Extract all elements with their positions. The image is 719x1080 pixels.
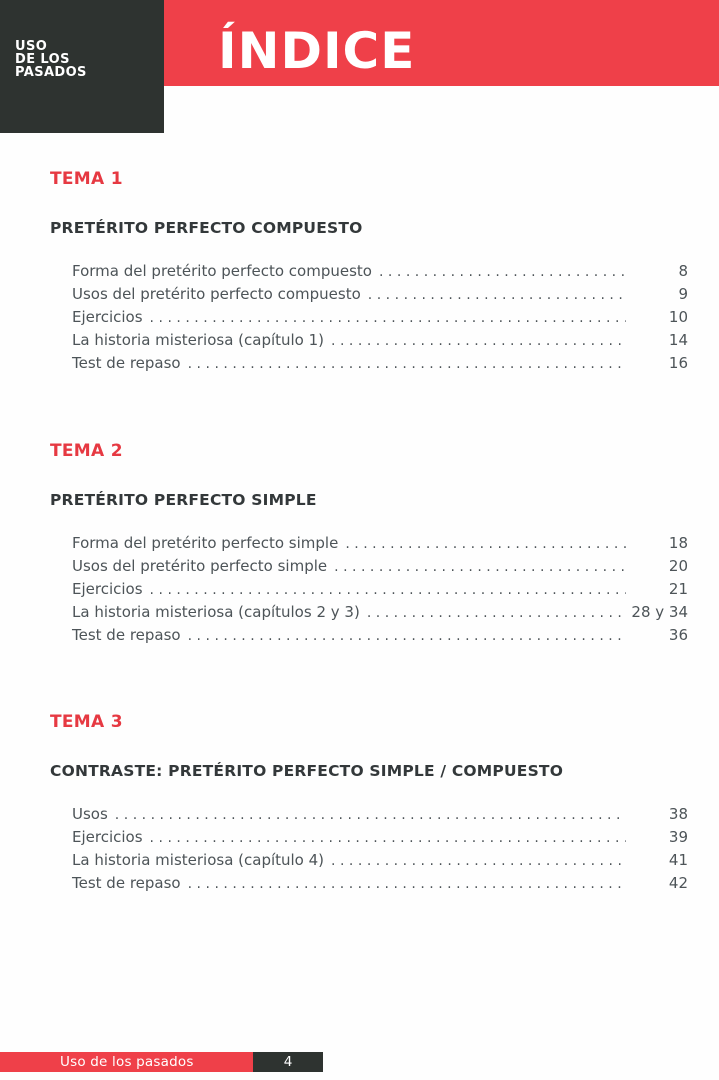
- toc-entry-label: Ejercicios: [72, 308, 143, 326]
- series-title-line: DE LOS: [15, 52, 70, 67]
- toc-entry-label: La historia misteriosa (capítulo 4): [72, 851, 325, 869]
- toc-entry-label: Usos del pretérito perfecto compuesto: [72, 285, 361, 303]
- leader-dots: [334, 557, 626, 575]
- toc-row: [50, 828, 688, 851]
- page-title: ÍNDICE: [218, 22, 416, 80]
- toc-row: [50, 262, 688, 285]
- toc-page-number: 20: [668, 557, 688, 575]
- toc-page-number: 9: [678, 285, 688, 303]
- toc-row: [50, 331, 688, 354]
- toc-page-number: 39: [668, 828, 688, 846]
- footer: [0, 1052, 323, 1072]
- toc-entry-label: Forma del pretérito perfecto compuesto: [72, 262, 372, 280]
- footer-page-number: 4: [283, 1054, 293, 1070]
- footer-book-title: Uso de los pasados: [60, 1054, 194, 1070]
- toc-entry-label: Test de repaso: [72, 874, 181, 892]
- tema-label: TEMA 1: [50, 169, 123, 189]
- toc-row: [50, 354, 688, 377]
- toc-page-number: 10: [668, 308, 688, 326]
- toc-row: [50, 534, 688, 557]
- tema-label: TEMA 2: [50, 441, 123, 461]
- toc-page-number: 42: [668, 874, 688, 892]
- series-title-box: [0, 0, 164, 133]
- toc-entry-label: La historia misteriosa (capítulos 2 y 3): [72, 603, 360, 621]
- title-banner: [164, 0, 719, 86]
- toc-row: [50, 603, 688, 626]
- toc-row: [50, 851, 688, 874]
- leader-dots: [345, 534, 626, 552]
- leader-dots: [188, 626, 626, 644]
- toc-page-number: 8: [678, 262, 688, 280]
- section-tema-1: [50, 170, 688, 377]
- leader-dots: [188, 874, 626, 892]
- leader-dots: [150, 580, 626, 598]
- toc-page-number: 28 y 34: [631, 603, 688, 621]
- toc-entry-label: Test de repaso: [72, 354, 181, 372]
- toc-page-number: 36: [668, 626, 688, 644]
- tema-label: TEMA 3: [50, 712, 123, 732]
- leader-dots: [150, 828, 626, 846]
- toc-row: [50, 285, 688, 308]
- leader-dots: [331, 331, 626, 349]
- section-tema-3: [50, 713, 688, 897]
- toc-entry-label: Usos del pretérito perfecto simple: [72, 557, 328, 575]
- toc-list: [50, 534, 688, 649]
- toc-row: [50, 626, 688, 649]
- series-title-line: USO: [15, 39, 48, 54]
- toc-entry-label: Ejercicios: [72, 828, 143, 846]
- leader-dots: [115, 805, 626, 823]
- toc-row: [50, 805, 688, 828]
- toc-list: [50, 805, 688, 897]
- leader-dots: [331, 851, 626, 869]
- leader-dots: [188, 354, 626, 372]
- toc-row: [50, 580, 688, 603]
- leader-dots: [368, 285, 626, 303]
- section-heading: CONTRASTE: PRETÉRITO PERFECTO SIMPLE / COMPUESTO: [50, 762, 564, 780]
- leader-dots: [150, 308, 626, 326]
- leader-dots: [367, 603, 626, 621]
- leader-dots: [379, 262, 626, 280]
- toc-row: [50, 874, 688, 897]
- section-heading: PRETÉRITO PERFECTO COMPUESTO: [50, 219, 363, 237]
- toc-page-number: 41: [668, 851, 688, 869]
- toc-page-number: 14: [668, 331, 688, 349]
- toc-entry-label: Test de repaso: [72, 626, 181, 644]
- toc-list: [50, 262, 688, 377]
- toc-page-number: 21: [668, 580, 688, 598]
- section-tema-2: [50, 442, 688, 649]
- toc-page-number: 18: [668, 534, 688, 552]
- footer-title-bar: [0, 1052, 253, 1072]
- toc-entry-label: Usos: [72, 805, 108, 823]
- section-heading: PRETÉRITO PERFECTO SIMPLE: [50, 491, 317, 509]
- toc-entry-label: Forma del pretérito perfecto simple: [72, 534, 339, 552]
- toc-entry-label: Ejercicios: [72, 580, 143, 598]
- toc-page-number: 38: [668, 805, 688, 823]
- toc-row: [50, 557, 688, 580]
- toc-entry-label: La historia misteriosa (capítulo 1): [72, 331, 325, 349]
- toc-row: [50, 308, 688, 331]
- toc-page-number: 16: [668, 354, 688, 372]
- footer-page-box: [253, 1052, 323, 1072]
- series-title-line: PASADOS: [15, 65, 87, 80]
